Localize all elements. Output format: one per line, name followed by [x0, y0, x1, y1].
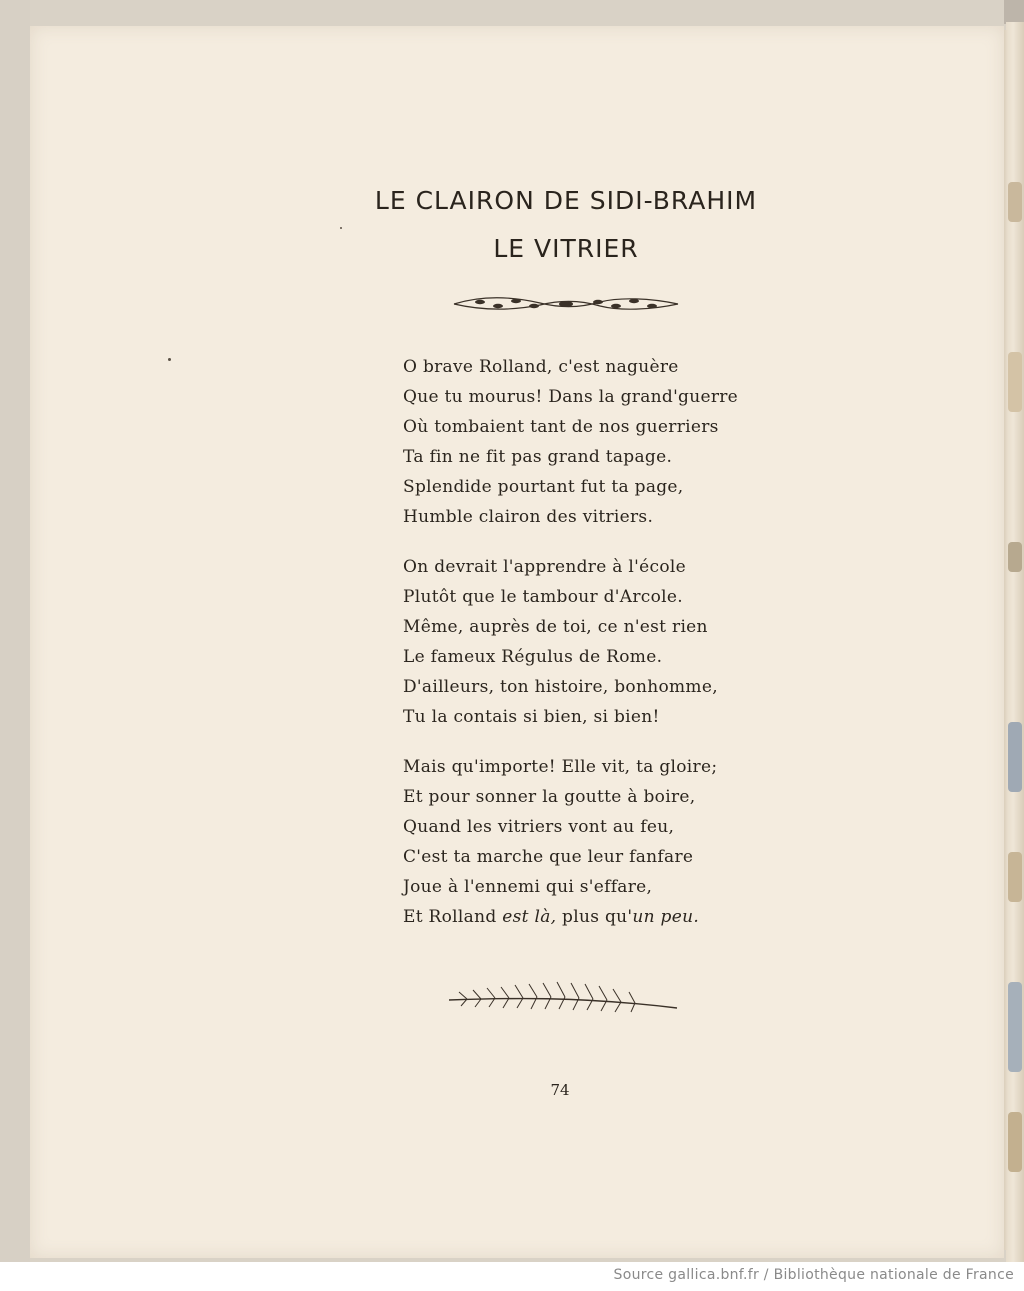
verse-line: Où tombaient tant de nos guerriers — [403, 417, 719, 437]
verse-line: Et pour sonner la goutte à boire, — [403, 787, 696, 807]
source-attribution: Source gallica.bnf.fr / Bibliothèque nationale de France — [613, 1267, 1014, 1283]
verse-line: Tu la contais si bien, si bien! — [403, 707, 660, 727]
bottom-palm-branch-ornament — [447, 978, 679, 1014]
verse-text: Et Rolland — [403, 907, 503, 927]
page-number: 74 — [550, 1081, 570, 1099]
verse-line: Que tu mourus! Dans la grand'guerre — [403, 387, 739, 407]
stanza-3 — [403, 752, 783, 932]
verse-line: Plutôt que le tambour d'Arcole. — [403, 587, 683, 607]
verse-line-final — [403, 902, 783, 932]
verse-line: O brave Rolland, c'est naguère — [403, 357, 679, 377]
poem-title: LE CLAIRON DE SIDI-BRAHIM — [374, 186, 758, 215]
verse-text: plus qu' — [556, 907, 633, 927]
verse-line: Mais qu'importe! Elle vit, ta gloire; — [403, 757, 718, 777]
verse-line: Humble clairon des vitriers. — [403, 507, 654, 527]
verse-text-italic: est là, — [502, 907, 557, 927]
verse-line: Splendide pourtant fut ta page, — [403, 477, 684, 497]
verse-line: Quand les vitriers vont au feu, — [403, 817, 675, 837]
verse-line: C'est ta marche que leur fanfare — [403, 847, 694, 867]
paper-speck — [340, 227, 342, 229]
verse-text-italic: un peu. — [632, 907, 700, 927]
verse-line: D'ailleurs, ton histoire, bonhomme, — [403, 677, 718, 697]
verse-line: On devrait l'apprendre à l'école — [403, 557, 686, 577]
top-ornament-vignette — [450, 294, 682, 314]
poem-subtitle: LE VITRIER — [493, 234, 639, 263]
stanza-1 — [403, 352, 783, 532]
stanza-2 — [403, 552, 783, 732]
verse-line: Le fameux Régulus de Rome. — [403, 647, 663, 667]
paper-speck — [168, 358, 171, 361]
facing-page-corner — [1004, 0, 1024, 24]
verse-line: Joue à l'ennemi qui s'effare, — [403, 877, 653, 897]
verse-line: Ta fin ne fit pas grand tapage. — [403, 447, 673, 467]
verse-line: Même, auprès de toi, ce n'est rien — [403, 617, 708, 637]
source-attribution-bar — [0, 1262, 1024, 1291]
